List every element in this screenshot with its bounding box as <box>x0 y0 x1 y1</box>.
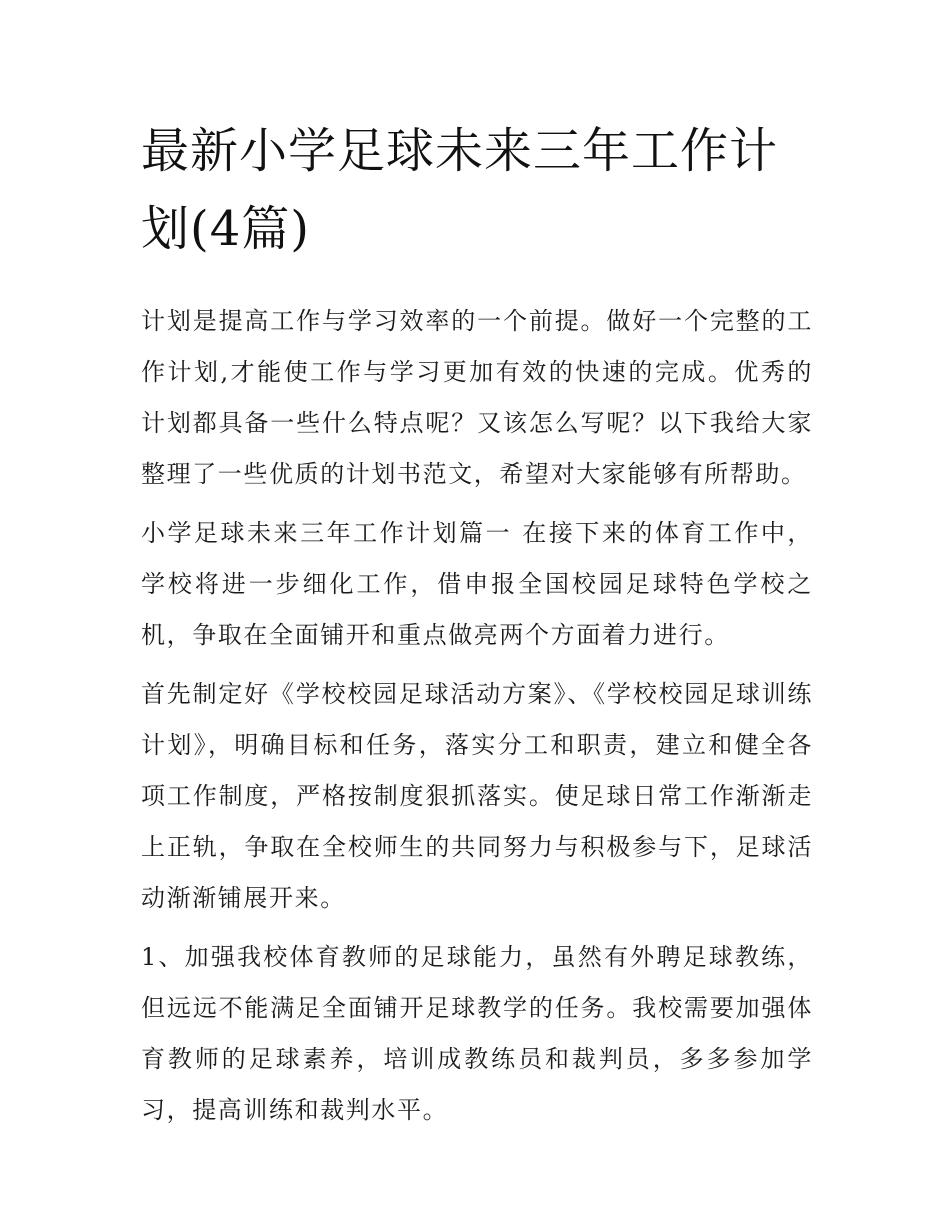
paragraph-first-step: 首先制定好《学校校园足球活动方案》、《学校校园足球训练计划》，明确目标和任务，落实分工和职责，建立和健全各项工作制度，严格按制度狠抓落实。使足球日常工作渐渐走上正轨，争取在全校师生的共同努力与积极参与下，足球活动渐渐铺展开来。 <box>141 680 813 912</box>
document-title: 最新小学足球未来三年工作计划(4篇) <box>141 123 779 257</box>
document-body <box>141 112 813 1136</box>
paragraph-plan-one: 小学足球未来三年工作计划篇一 在接下来的体育工作中，学校将进一步细化工作，借申报全国校园足球特色学校之机，争取在全面铺开和重点做亮两个方面着力进行。 <box>141 519 813 649</box>
paragraph-intro: 计划是提高工作与学习效率的一个前提。做好一个完整的工作计划,才能使工作与学习更加有效的快速的完成。优秀的计划都具备一些什么特点呢？又该怎么写呢？以下我给大家整理了一些优质的计划书范文，希望对大家能够有所帮助。 <box>141 307 813 488</box>
paragraph-item-1: 1、加强我校体育教师的足球能力，虽然有外聘足球教练，但远远不能满足全面铺开足球教学的任务。我校需要加强体育教师的足球素养，培训成教练员和裁判员，多多参加学习，提高训练和裁判水平。 <box>141 943 813 1124</box>
